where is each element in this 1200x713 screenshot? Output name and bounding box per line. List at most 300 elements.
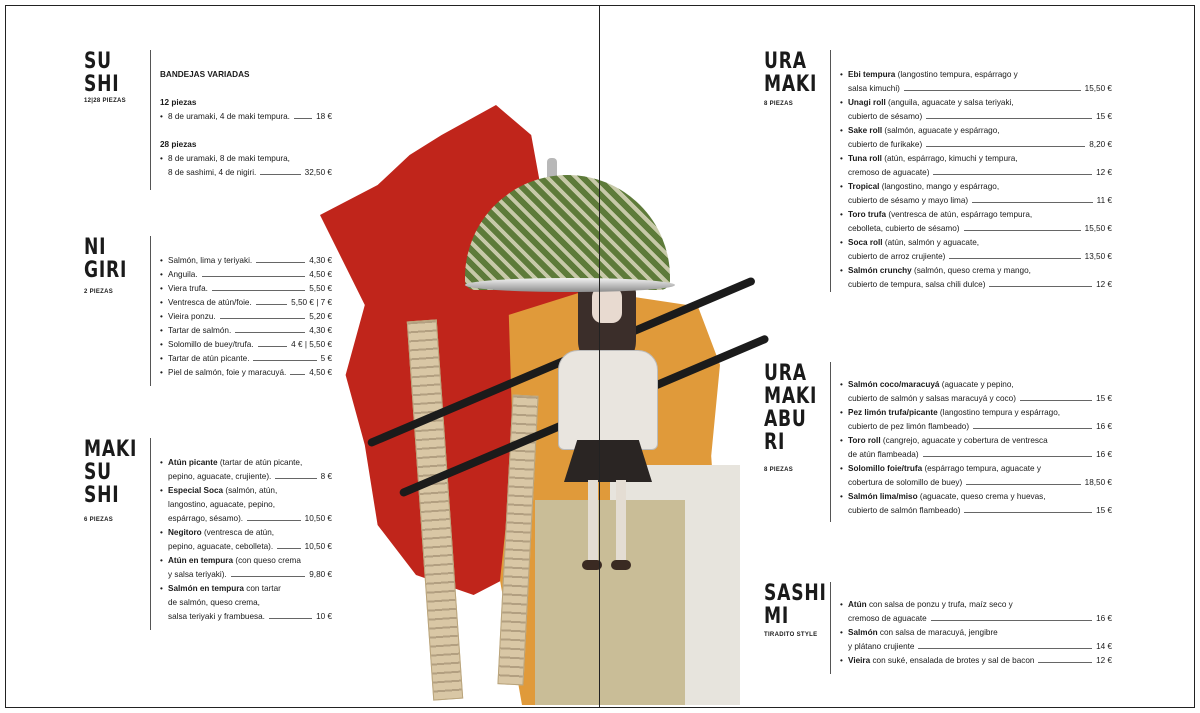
item-text: • Ventresca de atún/foie.: [168, 298, 252, 307]
item-line: [848, 278, 1112, 292]
leader-line: [277, 548, 301, 549]
item-text: • Tartar de atún picante.: [168, 354, 250, 363]
item-name: Toro trufa: [848, 210, 887, 219]
menu-item: [160, 554, 332, 582]
item-line: [848, 462, 1112, 476]
item-line: [848, 378, 1112, 392]
section-divider: [830, 50, 831, 292]
item-text: • Tartar de salmón.: [168, 326, 232, 335]
title-line: MAKI: [764, 384, 818, 409]
leader-line: [1038, 662, 1092, 663]
item-desc: cebolleta, cubierto de sésamo): [848, 224, 960, 233]
item-desc: (atún, espárrago, kimuchi y tempura,: [884, 154, 1018, 163]
item-line: [848, 448, 1112, 462]
section-divider: [830, 362, 831, 522]
item-text: • Solomillo de buey/trufa.: [168, 340, 254, 349]
item-price: 16 €: [1096, 614, 1112, 623]
item-name: Especial Soca: [168, 486, 224, 495]
makisushi-list: [160, 456, 332, 624]
leader-line: [989, 286, 1092, 287]
section-title-sashimi: [764, 582, 827, 628]
girl-face: [592, 287, 622, 323]
item-name: Atún: [848, 600, 867, 609]
item-line: [848, 222, 1112, 236]
item-name: Salmón coco/maracuyá: [848, 380, 940, 389]
item-desc: cubierto de tempura, salsa chili dulce): [848, 280, 986, 289]
item-price: 10,50 €: [304, 514, 332, 523]
page-spine: [599, 5, 600, 708]
item-text-wrap: [848, 154, 1018, 163]
item-price: 4,30 €: [309, 256, 332, 265]
item-text-wrap: [848, 654, 1034, 668]
item-text-wrap: [848, 612, 927, 626]
leader-line: [904, 90, 1081, 91]
section-subtitle-uramaki: 8 PIEZAS: [764, 101, 794, 107]
item-price: 8 €: [320, 472, 332, 481]
section-title-makisushi: [84, 438, 137, 507]
item-price: 16 €: [1096, 450, 1112, 459]
item-price: 15,50 €: [1084, 224, 1112, 233]
item-text-wrap: [168, 528, 274, 537]
item-text-wrap: [168, 458, 302, 467]
leader-line: [949, 258, 1080, 259]
item-desc: (langostino tempura, espárrago y: [897, 70, 1018, 79]
menu-item: [840, 654, 1112, 668]
item-price: 10 €: [316, 612, 332, 621]
item-line: [848, 406, 1112, 420]
item-price: 12 €: [1096, 656, 1112, 665]
menu-item: [840, 406, 1112, 434]
menu-item: [160, 254, 332, 268]
menu-item: [160, 484, 332, 526]
item-name: Tuna roll: [848, 154, 882, 163]
item-desc: (aguacate, queso crema y huevas,: [919, 492, 1046, 501]
item-text-wrap: [848, 138, 922, 152]
title-line: MAKI: [764, 72, 818, 97]
item-desc: cubierto de arroz crujiente): [848, 252, 946, 261]
item-text-wrap: [848, 222, 960, 236]
item-price: 4,30 €: [309, 326, 332, 335]
item-text-wrap: [168, 470, 271, 484]
item-text-wrap: [848, 628, 998, 637]
menu-item: [160, 268, 332, 282]
leader-line: [964, 230, 1081, 231]
item-desc: (langostino, mango y espárrago,: [881, 182, 1000, 191]
leader-line: [964, 512, 1092, 513]
leader-line: [923, 456, 1093, 457]
item-text-wrap: [168, 486, 277, 495]
item-line: [848, 434, 1112, 448]
item-line: [848, 504, 1112, 518]
item-desc: salsa teriyaki y frambuesa.: [168, 612, 265, 621]
leader-line: [202, 276, 306, 277]
item-line: [848, 598, 1112, 612]
item-text-wrap: [168, 568, 227, 582]
item-line: [848, 420, 1112, 434]
item-desc: y salsa teriyaki).: [168, 570, 227, 579]
item-line: [848, 264, 1112, 278]
menu-item: [160, 582, 332, 624]
title-line: SHI: [84, 483, 120, 508]
item-text-wrap: [168, 540, 273, 554]
sushi-list: [160, 68, 332, 180]
leader-line: [212, 290, 305, 291]
cloche-rim: [465, 278, 675, 292]
section-divider: [150, 236, 151, 386]
menu-item: [840, 434, 1112, 462]
item-price: 16 €: [1096, 422, 1112, 431]
item-desc: pepino, aguacate, cebolleta).: [168, 542, 274, 551]
item-text-wrap: [168, 584, 281, 593]
item-line: [848, 82, 1112, 96]
collage-illustration: [320, 95, 740, 705]
section-divider: [830, 582, 831, 674]
item-line: [168, 610, 332, 624]
item-line: [848, 138, 1112, 152]
item-desc: (salmón, atún,: [225, 486, 278, 495]
item-name: Toro roll: [848, 436, 881, 445]
item-line: [168, 582, 332, 596]
item-line: [168, 540, 332, 554]
item-desc: cubierto de pez limón flambeado): [848, 422, 970, 431]
leader-line: [235, 332, 305, 333]
leader-line: [258, 346, 288, 347]
leader-line: [966, 484, 1080, 485]
section-subtitle-nigiri: 2 PIEZAS: [84, 289, 114, 295]
item-text-wrap: [848, 98, 1014, 107]
section-title-uramaki-aburi: [764, 362, 817, 454]
item-line: [168, 596, 332, 610]
girl-shirt: [558, 350, 658, 450]
item-line: [168, 484, 332, 498]
item-price: 12 €: [1096, 280, 1112, 289]
item-line: [168, 512, 332, 526]
menu-item: [840, 236, 1112, 264]
item-text-wrap: [168, 556, 301, 565]
item-name: Solomillo foie/trufa: [848, 464, 923, 473]
item-name: Salmón crunchy: [848, 266, 912, 275]
item-line: [848, 626, 1112, 640]
section-title-uramaki: [764, 50, 817, 96]
uramaki-aburi-list: [840, 378, 1112, 518]
item-line: [168, 498, 332, 512]
item-text-wrap: [848, 194, 968, 208]
item-name: Negitoro: [168, 528, 202, 537]
sub-group-title: 12 piezas: [160, 98, 197, 107]
menu-item: [840, 208, 1112, 236]
leader-line: [275, 478, 316, 479]
item-line: [848, 236, 1112, 250]
item-text-wrap: [848, 210, 1032, 219]
leader-line: [918, 648, 1092, 649]
item-text: • Salmón, lima y teriyaki.: [168, 256, 253, 265]
item-text-wrap: [848, 380, 1014, 389]
item-text-wrap: [848, 504, 960, 518]
item-text-wrap: [848, 250, 945, 264]
item-desc: cremoso de aguacate: [848, 614, 927, 623]
menu-item: [160, 338, 332, 352]
title-line: URA: [764, 49, 807, 74]
menu-item: [840, 264, 1112, 292]
menu-item: [840, 598, 1112, 626]
item-desc: langostino, aguacate, pepino,: [168, 500, 275, 509]
item-desc: cubierto de sésamo y mayo lima): [848, 196, 969, 205]
item-line: [848, 180, 1112, 194]
item-price: 5 €: [320, 354, 332, 363]
item-price: 11 €: [1096, 196, 1112, 205]
item-line: [168, 554, 332, 568]
uramaki-list: [840, 68, 1112, 292]
menu-item: [840, 124, 1112, 152]
menu-item: [840, 490, 1112, 518]
section-divider: [150, 50, 151, 190]
section-title-sushi: [84, 50, 119, 96]
menu-item: [160, 296, 332, 310]
item-text-wrap: [848, 600, 1013, 609]
item-desc: con suké, ensalada de brotes y sal de bacon: [872, 656, 1035, 665]
section-divider: [150, 438, 151, 630]
item-name: Vieira: [848, 656, 871, 665]
item-text-wrap: [848, 640, 914, 654]
item-price: 15 €: [1096, 506, 1112, 515]
item-desc: salsa kimuchi): [848, 84, 900, 93]
title-line: MI: [764, 604, 790, 629]
item-line: [848, 152, 1112, 166]
menu-item: • 8 de uramaki, 4 de maki tempura. 18 €: [160, 110, 332, 124]
item-line: [168, 456, 332, 470]
item-name: Sake roll: [848, 126, 883, 135]
menu-item: [160, 282, 332, 296]
item-price: 9,80 €: [309, 570, 332, 579]
leader-line: [931, 620, 1092, 621]
title-line: SASHI: [764, 581, 827, 606]
leader-line: [972, 202, 1093, 203]
leader-line: [933, 174, 1092, 175]
title-line: SHI: [84, 72, 120, 97]
title-line: URA: [764, 361, 807, 386]
menu-item: • 8 de uramaki, 8 de maki tempura, 8 de sashimi, 4 de nigiri. 32,50 €: [160, 152, 332, 180]
item-desc: pepino, aguacate, crujiente).: [168, 472, 272, 481]
menu-item: [840, 96, 1112, 124]
leader-line: [253, 360, 316, 361]
item-name: Salmón: [848, 628, 878, 637]
menu-item: [160, 324, 332, 338]
item-name: Salmón lima/miso: [848, 492, 918, 501]
item-price: 18,50 €: [1084, 478, 1112, 487]
item-line: [168, 526, 332, 540]
item-desc: (ventresca de atún,: [203, 528, 275, 537]
item-price: 4,50 €: [309, 368, 332, 377]
item-price: 15,50 €: [1084, 84, 1112, 93]
leader-line: [231, 576, 306, 577]
item-line: [168, 568, 332, 582]
item-text: • Viera trufa.: [168, 284, 208, 293]
item-text-wrap: [168, 610, 265, 624]
item-name: Pez limón trufa/picante: [848, 408, 938, 417]
item-desc: cubierto de furikake): [848, 140, 923, 149]
item-text-wrap: [168, 500, 275, 509]
item-text-wrap: [848, 266, 1031, 275]
item-text-wrap: [848, 278, 985, 292]
item-text-wrap: [168, 598, 260, 607]
item-name: Tropical: [848, 182, 880, 191]
item-price: 12 €: [1096, 168, 1112, 177]
item-text-wrap: [848, 408, 1060, 417]
title-line: GIRI: [84, 258, 128, 283]
leader-line: [1020, 400, 1092, 401]
menu-item: [160, 310, 332, 324]
item-name: Unagi roll: [848, 98, 886, 107]
item-text-wrap: [848, 182, 999, 191]
item-line: [848, 612, 1112, 626]
menu-item: [840, 180, 1112, 208]
item-line: [848, 490, 1112, 504]
leader-line: [256, 262, 305, 263]
menu-item: [840, 68, 1112, 96]
item-text-wrap: [848, 126, 1000, 135]
item-text-wrap: [848, 392, 1016, 406]
item-desc: (salmón, aguacate y espárrago,: [884, 126, 1000, 135]
item-desc: (tartar de atún picante,: [219, 458, 303, 467]
item-line: [848, 96, 1112, 110]
item-text-wrap: [848, 492, 1046, 501]
item-text-wrap: [848, 110, 922, 124]
leader-line: [247, 520, 301, 521]
girl-skirt: [564, 440, 652, 482]
section-title-nigiri: [84, 236, 127, 282]
item-price: 15 €: [1096, 112, 1112, 121]
item-price: 4 € | 5,50 €: [291, 340, 332, 349]
item-text-wrap: [848, 448, 919, 462]
item-text-wrap: [848, 476, 962, 490]
section-subtitle-sushi: 12|28 PIEZAS: [84, 98, 126, 104]
item-desc: con salsa de ponzu y trufa, maíz seco y: [868, 600, 1013, 609]
item-line: [848, 476, 1112, 490]
girl-leg: [588, 480, 598, 560]
menu-item: [160, 366, 332, 380]
girl-leg: [616, 480, 626, 560]
title-line: MAKI: [84, 437, 138, 462]
menu-item: [840, 378, 1112, 406]
girl-shoe: [611, 560, 631, 570]
item-name: Atún en tempura: [168, 556, 234, 565]
item-desc: (atún, salmón y aguacate,: [884, 238, 980, 247]
item-name: Soca roll: [848, 238, 883, 247]
item-name: Ebi tempura: [848, 70, 896, 79]
item-name: Atún picante: [168, 458, 218, 467]
item-desc: (espárrago tempura, aguacate y: [924, 464, 1041, 473]
item-desc: (aguacate y pepino,: [941, 380, 1014, 389]
item-price: 5,20 €: [309, 312, 332, 321]
item-desc: de atún flambeada): [848, 450, 919, 459]
item-price: 15 €: [1096, 394, 1112, 403]
item-price: 13,50 €: [1084, 252, 1112, 261]
item-desc: con tartar: [246, 584, 281, 593]
item-desc: cremoso de aguacate): [848, 168, 930, 177]
item-desc: con salsa de maracuyá, jengibre: [879, 628, 998, 637]
leader-line: [220, 318, 306, 319]
item-text-wrap: [848, 238, 979, 247]
item-line: [848, 250, 1112, 264]
item-desc: (anguila, aguacate y salsa teriyaki,: [888, 98, 1014, 107]
menu-item: [160, 526, 332, 554]
item-text-wrap: [848, 420, 969, 434]
menu-item: [160, 352, 332, 366]
item-price: 14 €: [1096, 642, 1112, 651]
group-title: BANDEJAS VARIADAS: [160, 70, 250, 79]
item-text-wrap: [848, 82, 900, 96]
menu-item: [840, 152, 1112, 180]
item-text: • Anguila.: [168, 270, 198, 279]
sashimi-list: [840, 598, 1112, 668]
item-line: [848, 68, 1112, 82]
item-desc: cubierto de salmón y salsas maracuyá y coco): [848, 394, 1016, 403]
nigiri-list: [160, 254, 332, 380]
item-line: [168, 470, 332, 484]
item-price: 5,50 €: [309, 284, 332, 293]
menu-item: [840, 462, 1112, 490]
item-desc: cobertura de solomillo de buey): [848, 478, 963, 487]
item-desc: espárrago, sésamo).: [168, 514, 244, 523]
item-price: 5,50 € | 7 €: [291, 298, 332, 307]
item-text-wrap: [168, 512, 243, 526]
leader-line: [973, 428, 1092, 429]
item-line: [848, 194, 1112, 208]
title-line: RI: [764, 430, 786, 455]
item-desc: cubierto de salmón flambeado): [848, 506, 961, 515]
item-line: [848, 654, 1112, 668]
item-desc: de salmón, queso crema,: [168, 598, 260, 607]
item-text: • Piel de salmón, foie y maracuyá.: [168, 368, 287, 377]
item-price: 8,20 €: [1089, 140, 1112, 149]
item-desc: cubierto de sésamo): [848, 112, 923, 121]
item-desc: (con queso crema: [235, 556, 301, 565]
menu-item: [840, 626, 1112, 654]
item-text-wrap: [848, 436, 1048, 445]
section-subtitle-uramaki-aburi: 8 PIEZAS: [764, 467, 794, 473]
section-subtitle-makisushi: 6 PIEZAS: [84, 517, 114, 523]
item-desc: (langostino tempura y espárrago,: [939, 408, 1061, 417]
title-line: ABU: [764, 407, 807, 432]
item-line: [848, 392, 1112, 406]
item-desc: (cangrejo, aguacate y cobertura de ventresca: [882, 436, 1048, 445]
title-line: NI: [84, 235, 107, 260]
title-line: SU: [84, 49, 112, 74]
leader-line: [256, 304, 287, 305]
item-line: [848, 640, 1112, 654]
leader-line: [926, 146, 1085, 147]
leader-line: [269, 618, 312, 619]
title-line: SU: [84, 460, 112, 485]
section-subtitle-sashimi: TIRADITO STYLE: [764, 632, 818, 638]
item-desc: (ventresca de atún, espárrago tempura,: [888, 210, 1033, 219]
menu-item: [160, 456, 332, 484]
item-line: [848, 208, 1112, 222]
item-text-wrap: [848, 166, 929, 180]
leader-line: [926, 118, 1092, 119]
item-price: 10,50 €: [304, 542, 332, 551]
item-line: [848, 124, 1112, 138]
item-line: [848, 166, 1112, 180]
leader-line: [290, 374, 305, 375]
beige-paper-shape: [535, 500, 685, 705]
item-price: 4,50 €: [309, 270, 332, 279]
sub-group-title: 28 piezas: [160, 140, 197, 149]
item-name: Salmón en tempura: [168, 584, 244, 593]
item-text: • Vieira ponzu.: [168, 312, 216, 321]
item-text-wrap: [848, 464, 1041, 473]
item-line: [848, 110, 1112, 124]
